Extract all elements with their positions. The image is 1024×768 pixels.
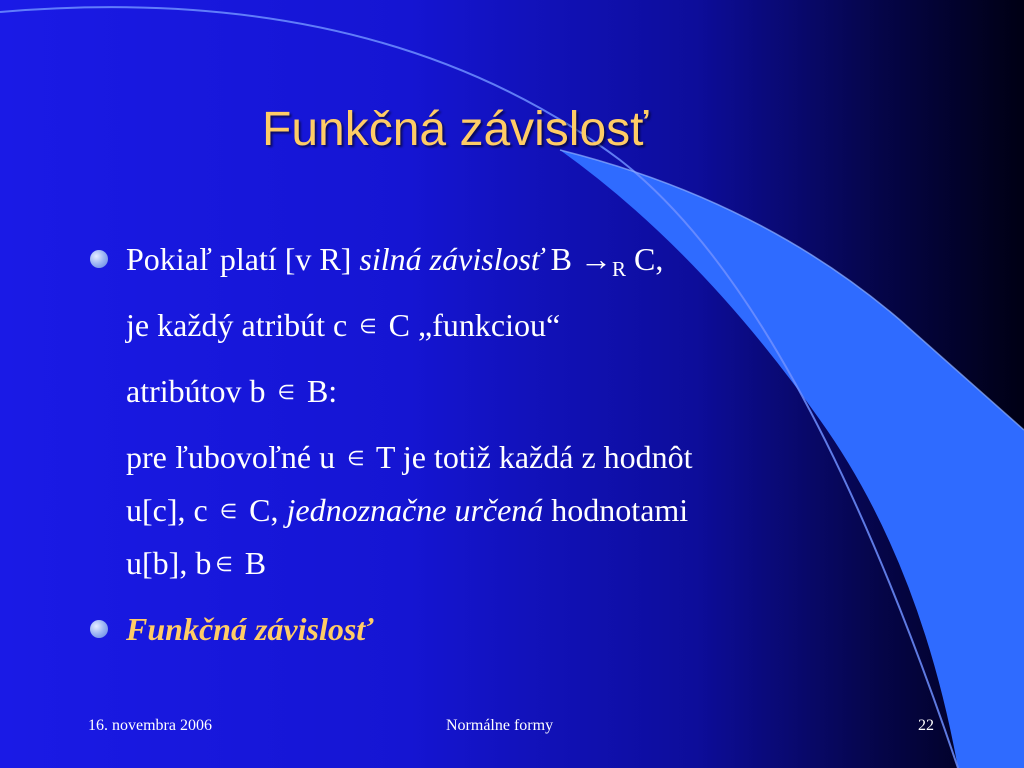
line4-text: pre ľubovoľné u [126,439,344,475]
line5-text: u[c], c [126,492,216,528]
footer-date: 16. novembra 2006 [88,717,212,734]
line1-text-b: B → [542,241,612,277]
bullet-icon [90,250,108,268]
line1-text-c: C, [626,241,664,277]
line1-italic: silná závislosť [359,241,543,277]
body-line-3 [126,371,337,413]
line5-italic: jednoznačne určená [286,492,544,528]
bullet-icon [90,620,108,638]
slide-title: Funkčná závislosť [262,103,649,156]
line6-text: u[b], b [126,545,212,581]
element-of-symbol: ∈ [277,382,295,404]
body-line-1 [126,239,663,289]
element-of-symbol: ∈ [215,554,233,576]
line3-text: atribútov b [126,373,274,409]
line5-text-c: hodnotami [543,492,689,528]
line2-text: je každý atribút c [126,307,356,343]
line2-text-b: C „funkciou“ [380,307,561,343]
body-line-2 [126,305,560,347]
body-line-4 [126,437,693,479]
footer-page-number: 22 [918,717,934,734]
line3-text-b: B: [298,373,338,409]
element-of-symbol: ∈ [347,448,365,470]
body-line-6 [126,543,266,585]
footer-topic: Normálne formy [446,717,554,734]
element-of-symbol: ∈ [359,316,377,338]
element-of-symbol: ∈ [219,501,238,523]
line6-text-b: B [236,545,267,581]
bullet-2-text: Funkčná závislosť [126,611,374,647]
line5-text-b: C, [241,492,287,528]
line1-subscript: R [611,257,626,281]
line4-text-b: T je totiž každá z hodnôt [368,439,693,475]
line1-text: Pokiaľ platí [v R] [126,241,360,277]
body-line-5 [126,490,688,532]
